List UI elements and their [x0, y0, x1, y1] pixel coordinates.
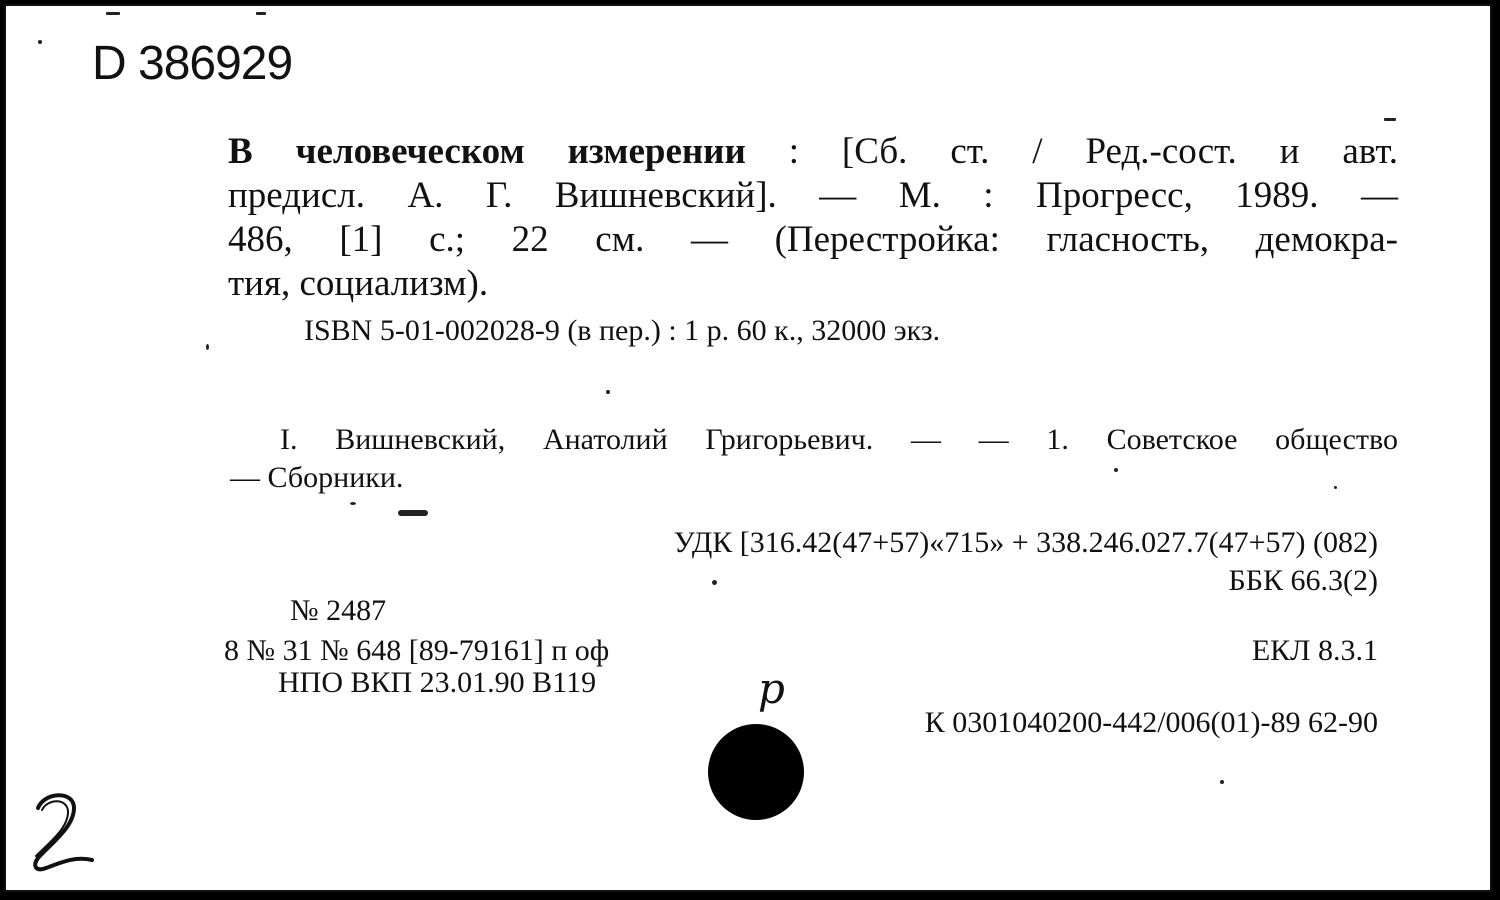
isbn-line: ISBN 5-01-002028-9 (в пер.) : 1 р. 60 к., 32000 экз.	[304, 314, 941, 347]
handwritten-number-two	[24, 786, 104, 881]
ink-speck	[1114, 468, 1118, 472]
ink-speck	[712, 580, 717, 585]
call-number: D 386929	[92, 37, 293, 90]
ink-speck	[606, 390, 610, 394]
ink-speck	[398, 510, 428, 516]
npo-line: НПО ВКП 23.01.90 В119	[278, 666, 597, 699]
k-code: К 0301040200-442/006(01)-89 62-90	[924, 706, 1378, 739]
order-line: 8 № 31 № 648 [89-79161] п оф	[224, 634, 610, 667]
ink-speck	[256, 12, 266, 15]
ink-speck	[1384, 118, 1396, 121]
ink-speck	[350, 502, 356, 505]
main-entry-line-1	[228, 130, 1398, 174]
ink-speck	[206, 344, 209, 350]
handwritten-two-icon	[24, 786, 104, 876]
punch-hole	[708, 724, 804, 820]
catalog-card	[4, 4, 1492, 892]
handwritten-mark: р	[758, 664, 785, 713]
ink-speck	[1334, 486, 1337, 489]
main-entry-line-3: 486, [1] с.; 22 см. — (Перестройка: гласность, демокра-	[228, 219, 1398, 260]
udk-classification: УДК [316.42(47+57)«715» + 338.246.027.7(47+57) (082)	[673, 526, 1378, 559]
main-entry	[228, 130, 1398, 306]
main-entry-line-4: тия, социализм).	[228, 263, 489, 304]
tracing-line-2: — Сборники.	[230, 461, 404, 494]
tracings	[230, 421, 1398, 497]
ink-speck	[1220, 780, 1224, 784]
ink-speck	[106, 12, 120, 15]
ekl-code: ЕКЛ 8.3.1	[1251, 634, 1378, 667]
main-entry-line-2: предисл. А. Г. Вишневский]. — М. : Прогресс, 1989. —	[228, 175, 1398, 216]
ink-speck	[38, 40, 42, 44]
tracing-line-1: I. Вишневский, Анатолий Григорьевич. — — 1. Советское общество	[280, 423, 1398, 456]
book-title: В человеческом измерении	[228, 131, 746, 172]
bbk-classification: ББК 66.3(2)	[1228, 564, 1378, 597]
record-number: № 2487	[290, 594, 387, 627]
main-entry-line-1-rest: : [Сб. ст. / Ред.-сост. и авт.	[745, 131, 1398, 172]
